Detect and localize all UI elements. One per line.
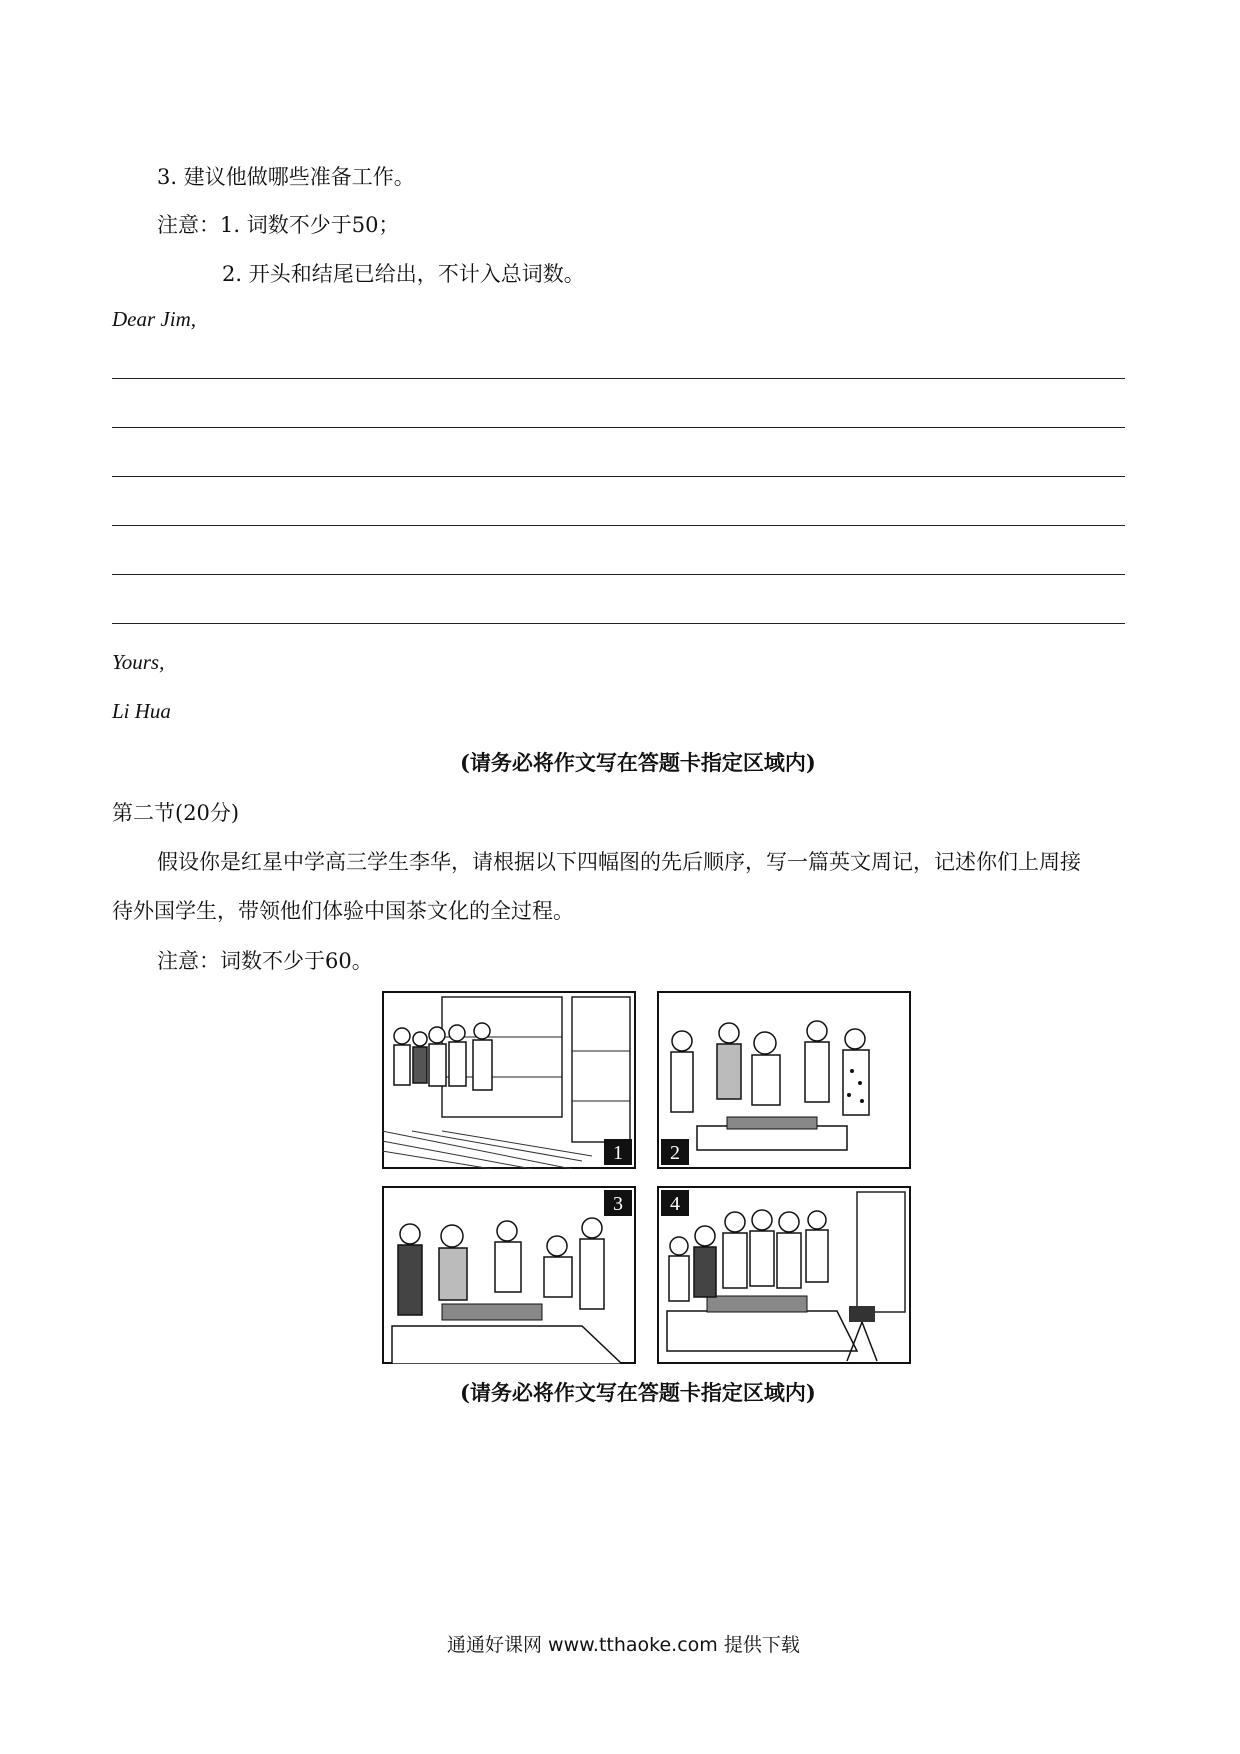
- letter-closing: Yours,: [112, 650, 165, 674]
- writing-line: [112, 623, 1125, 624]
- requirement-item-3: 3. 建议他做哪些准备工作。: [157, 165, 415, 189]
- page-footer: 通通好课网 www.tthaoke.com 提供下载: [447, 1634, 800, 1656]
- prompt-line-1: 假设你是红星中学高三学生李华，请根据以下四幅图的先后顺序，写一篇英文周记，记述你们上周接: [157, 850, 1081, 874]
- illustration-panel-2: [657, 991, 911, 1169]
- note-line-2: 2. 开头和结尾已给出，不计入总词数。: [222, 262, 585, 286]
- note-line-1: 注意：1. 词数不少于50；: [157, 213, 400, 237]
- writing-line: [112, 427, 1125, 428]
- word-count-note: 注意：词数不少于60。: [157, 949, 373, 973]
- panel-number: 3: [613, 1193, 623, 1215]
- panel-number: 1: [613, 1142, 623, 1164]
- illustration-panel-1: [382, 991, 636, 1169]
- letter-greeting: Dear Jim,: [112, 307, 196, 331]
- writing-line: [112, 525, 1125, 526]
- illustration-panel-4: [657, 1186, 911, 1364]
- answer-sheet-reminder: (请务必将作文写在答题卡指定区域内): [460, 750, 816, 775]
- prompt-line-2: 待外国学生，带领他们体验中国茶文化的全过程。: [112, 899, 574, 923]
- writing-line: [112, 378, 1125, 379]
- section-heading: 第二节(20分): [112, 801, 240, 825]
- illustration-panel-3: [382, 1186, 636, 1364]
- panel-number: 4: [670, 1193, 680, 1215]
- writing-line: [112, 476, 1125, 477]
- answer-sheet-reminder: (请务必将作文写在答题卡指定区域内): [460, 1380, 816, 1405]
- writing-line: [112, 574, 1125, 575]
- panel-number: 2: [670, 1142, 680, 1164]
- letter-signature: Li Hua: [112, 699, 171, 723]
